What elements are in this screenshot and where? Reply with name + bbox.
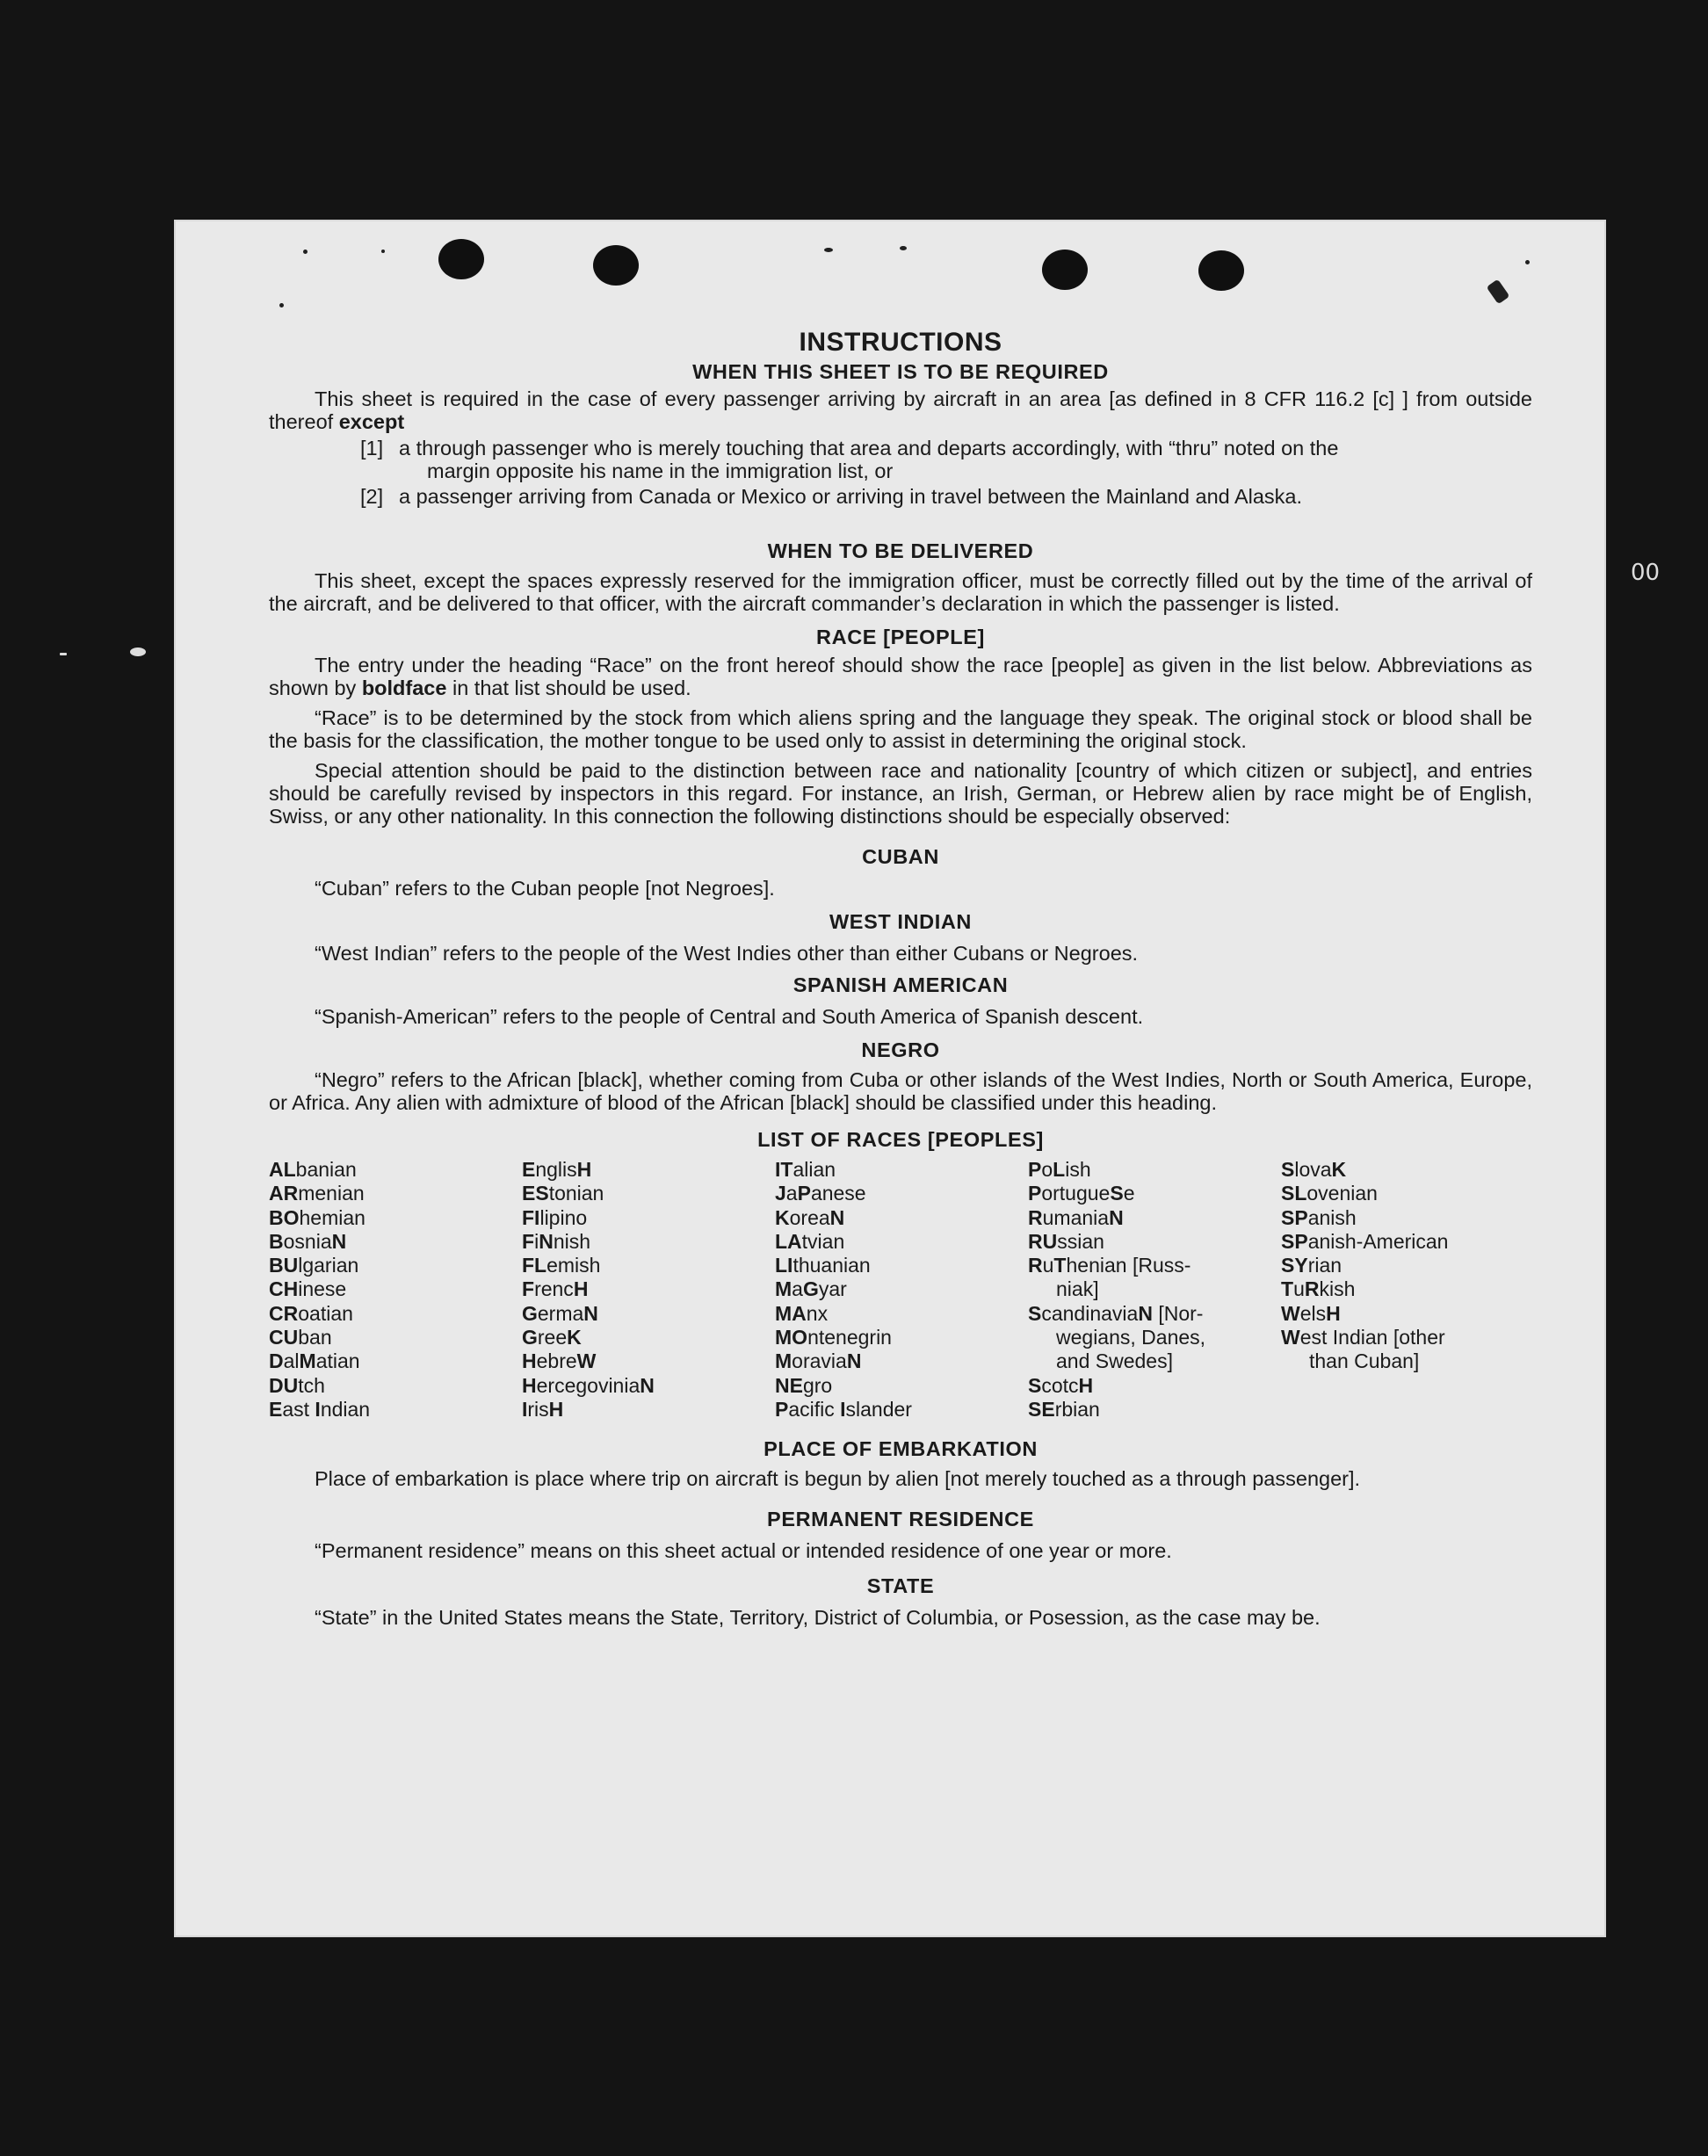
race-text: ntenegrin bbox=[807, 1326, 892, 1349]
race-abbrev: E bbox=[269, 1397, 283, 1421]
race-entry bbox=[269, 1302, 522, 1326]
race-abbrev: AL bbox=[269, 1158, 296, 1181]
race-text: inese bbox=[298, 1277, 347, 1301]
race-abbrev: MO bbox=[775, 1326, 808, 1349]
race-entry bbox=[775, 1277, 1028, 1301]
race-text: ris bbox=[527, 1397, 549, 1421]
when-delivered-text: This sheet, except the spaces expressly reserved for the immigration officer, must be correctly filled out by the time of the arrival of the aircraft, and be delivered to that officer, with the aircraft commander’s declaration in which the passenger is listed. bbox=[269, 569, 1532, 615]
races-column bbox=[1028, 1158, 1281, 1422]
race-abbrev: R bbox=[1028, 1254, 1043, 1277]
race-text: ebre bbox=[536, 1349, 577, 1373]
race-entry bbox=[1281, 1326, 1532, 1349]
race-abbrev: P bbox=[1028, 1182, 1042, 1205]
race-abbrev: R bbox=[1304, 1277, 1320, 1301]
race-abbrev: AR bbox=[269, 1182, 299, 1205]
race-entry bbox=[269, 1398, 522, 1422]
race-abbrev: CU bbox=[269, 1326, 299, 1349]
item-number: [1] bbox=[360, 437, 384, 459]
item-continuation: margin opposite his name in the immigration list, or bbox=[427, 459, 894, 482]
race-p1-bold: boldface bbox=[361, 676, 447, 699]
race-entry bbox=[522, 1206, 775, 1230]
race-text: ree bbox=[537, 1326, 568, 1349]
race-abbrev: CR bbox=[269, 1301, 299, 1325]
race-entry bbox=[522, 1277, 775, 1301]
page-title: INSTRUCTIONS bbox=[799, 328, 1002, 357]
race-text: ban bbox=[298, 1326, 332, 1349]
races-column bbox=[775, 1158, 1028, 1422]
race-entry bbox=[269, 1349, 522, 1373]
race-entry bbox=[522, 1398, 775, 1422]
ink-speck bbox=[1525, 260, 1530, 264]
race-p1-text-after: in that list should be used. bbox=[452, 676, 691, 699]
race-abbrev: P bbox=[775, 1397, 789, 1421]
ink-speck bbox=[381, 250, 385, 253]
race-abbrev: N bbox=[829, 1205, 845, 1229]
permanent-residence-text: “Permanent residence” means on this sheet actual or intended residence of one year or more. bbox=[315, 1539, 1172, 1563]
race-abbrev: H bbox=[1078, 1373, 1094, 1397]
race-abbrev: ES bbox=[522, 1182, 549, 1205]
race-text: a bbox=[785, 1182, 798, 1205]
race-abbrev: W bbox=[576, 1349, 597, 1373]
race-abbrev: W bbox=[1281, 1326, 1300, 1349]
race-entry bbox=[269, 1230, 522, 1254]
race-abbrev: H bbox=[1326, 1301, 1341, 1325]
race-abbrev: I bbox=[522, 1397, 528, 1421]
race-text: rbian bbox=[1054, 1397, 1100, 1421]
race-entry bbox=[1028, 1277, 1281, 1301]
race-abbrev: G bbox=[522, 1326, 538, 1349]
race-entry bbox=[775, 1302, 1028, 1326]
race-entry bbox=[775, 1349, 1028, 1373]
heading-list-of-races: LIST OF RACES [PEOPLES] bbox=[757, 1128, 1044, 1151]
race-entry bbox=[775, 1398, 1028, 1422]
race-entry bbox=[775, 1182, 1028, 1205]
heading-permanent-residence: PERMANENT RESIDENCE bbox=[767, 1508, 1034, 1531]
race-abbrev: L bbox=[1053, 1158, 1066, 1181]
race-text: ovenian bbox=[1306, 1182, 1378, 1205]
ink-speck bbox=[130, 648, 146, 656]
punch-hole bbox=[438, 239, 484, 279]
race-entry bbox=[775, 1254, 1028, 1277]
race-entry bbox=[522, 1349, 775, 1373]
race-text: emish bbox=[546, 1254, 601, 1277]
intro-text: This sheet is required in the case of every passenger arriving by aircraft in an area [as defined in 8 CFR 116.2 [c] ] from outside thereof bbox=[269, 387, 1532, 433]
race-abbrev: N bbox=[640, 1373, 655, 1397]
race-entry bbox=[775, 1230, 1028, 1254]
race-abbrev: J bbox=[775, 1182, 786, 1205]
race-entry bbox=[1028, 1326, 1281, 1349]
race-text: tvian bbox=[801, 1229, 845, 1253]
ink-speck bbox=[900, 246, 907, 250]
heading-embarkation: PLACE OF EMBARKATION bbox=[764, 1437, 1038, 1461]
race-abbrev: N bbox=[331, 1229, 347, 1253]
race-abbrev: SL bbox=[1281, 1182, 1307, 1205]
race-text: thuanian bbox=[792, 1254, 871, 1277]
race-abbrev: N bbox=[846, 1349, 862, 1373]
race-abbrev: S bbox=[1110, 1182, 1124, 1205]
race-abbrev: N bbox=[1109, 1205, 1124, 1229]
embarkation-text: Place of embarkation is place where trip on aircraft is begun by alien [not merely touched as a through passenger]. bbox=[315, 1467, 1361, 1491]
edge-mark: 00 bbox=[1631, 560, 1661, 586]
race-text: ast bbox=[282, 1397, 315, 1421]
race-text: than Cuban] bbox=[1309, 1349, 1420, 1373]
race-abbrev: H bbox=[573, 1277, 589, 1301]
race-text: nx bbox=[806, 1301, 829, 1325]
race-text: est Indian [other bbox=[1299, 1326, 1445, 1349]
race-text: lova bbox=[1294, 1158, 1332, 1181]
race-text: u bbox=[1293, 1277, 1305, 1301]
spanish-american-text: “Spanish-American” refers to the people of Central and South America of Spanish descent. bbox=[315, 1005, 1144, 1028]
race-text: ortugue bbox=[1041, 1182, 1111, 1205]
race-abbrev: BO bbox=[269, 1205, 300, 1229]
race-entry bbox=[1281, 1277, 1532, 1301]
race-text: slander bbox=[845, 1397, 912, 1421]
race-entry bbox=[1028, 1182, 1281, 1205]
race-text: umania bbox=[1042, 1205, 1110, 1229]
race-entry bbox=[269, 1158, 522, 1182]
race-text: candinavia bbox=[1041, 1301, 1139, 1325]
race-abbrev: S bbox=[1028, 1373, 1042, 1397]
when-required-intro bbox=[269, 387, 1532, 433]
race-text: alian bbox=[792, 1158, 836, 1181]
west-indian-text: “West Indian” refers to the people of the West Indies other than either Cubans or Negroes. bbox=[315, 942, 1139, 965]
race-abbrev: M bbox=[299, 1349, 316, 1373]
race-abbrev: SY bbox=[1281, 1254, 1308, 1277]
heading-cuban: CUBAN bbox=[862, 845, 939, 868]
race-abbrev: B bbox=[269, 1229, 284, 1253]
race-abbrev: N bbox=[583, 1301, 598, 1325]
state-text: “State” in the United States means the State, Territory, District of Columbia, or Posession, as the case may be. bbox=[315, 1606, 1321, 1630]
race-entry bbox=[269, 1254, 522, 1277]
race-abbrev: P bbox=[797, 1182, 811, 1205]
race-abbrev: R bbox=[1028, 1205, 1043, 1229]
race-entry bbox=[522, 1230, 775, 1254]
races-column bbox=[522, 1158, 775, 1422]
heading-when-required: WHEN THIS SHEET IS TO BE REQUIRED bbox=[692, 360, 1109, 383]
race-entry bbox=[1028, 1374, 1281, 1398]
race-paragraph-3: Special attention should be paid to the distinction between race and nationality [country of which citizen or subject], and entries should be carefully revised by inspectors in this regard. For instance, an Irish, German, or Hebrew alien by race might be of English, Swiss, or any other nationality. In this connection the following distinctions should be especially observed: bbox=[269, 759, 1532, 828]
item-text: a passenger arriving from Canada or Mexico or arriving in travel between the Mainland and Alaska. bbox=[399, 485, 1303, 508]
races-list bbox=[269, 1158, 1532, 1422]
race-abbrev: S bbox=[1281, 1158, 1295, 1181]
race-text: yar bbox=[818, 1277, 847, 1301]
race-abbrev: FL bbox=[522, 1254, 547, 1277]
punch-hole bbox=[593, 245, 639, 286]
exception-item-2 bbox=[360, 485, 1532, 508]
race-text: anese bbox=[810, 1182, 866, 1205]
punch-hole bbox=[1198, 250, 1244, 291]
intro-bold: except bbox=[338, 410, 405, 433]
race-abbrev: F bbox=[522, 1277, 535, 1301]
race-entry bbox=[1028, 1349, 1281, 1373]
race-entry bbox=[1028, 1230, 1281, 1254]
race-text: ish bbox=[1065, 1158, 1091, 1181]
race-abbrev: K bbox=[775, 1205, 790, 1229]
race-abbrev: IT bbox=[775, 1158, 793, 1181]
race-entry bbox=[1028, 1398, 1281, 1422]
race-abbrev: G bbox=[802, 1277, 819, 1301]
race-p1-text: The entry under the heading “Race” on the front hereof should show the race [people] as given in the list below. Abbreviations as shown by bbox=[269, 654, 1532, 699]
race-text: wegians, Danes, bbox=[1056, 1326, 1206, 1349]
race-abbrev: N bbox=[1138, 1301, 1153, 1325]
negro-text: “Negro” refers to the African [black], whether coming from Cuba or other islands of the West Indies, North or South America, Europe, or Africa. Any alien with admixture of blood of the African [black] should be classified under this heading. bbox=[269, 1068, 1532, 1114]
race-abbrev: SE bbox=[1028, 1397, 1055, 1421]
heading-spanish-american: SPANISH AMERICAN bbox=[792, 973, 1009, 996]
heading-negro: NEGRO bbox=[861, 1038, 940, 1061]
race-entry bbox=[522, 1158, 775, 1182]
race-text: henian [Russ- bbox=[1066, 1254, 1191, 1277]
race-entry bbox=[522, 1374, 775, 1398]
race-abbrev: I bbox=[315, 1397, 321, 1421]
race-text: erma bbox=[537, 1301, 584, 1325]
race-entry bbox=[522, 1254, 775, 1277]
race-abbrev: K bbox=[567, 1326, 582, 1349]
race-text: [Nor- bbox=[1152, 1301, 1204, 1325]
race-abbrev: SP bbox=[1281, 1229, 1308, 1253]
race-entry bbox=[1281, 1158, 1532, 1182]
race-entry bbox=[775, 1158, 1028, 1182]
race-abbrev: FI bbox=[522, 1205, 540, 1229]
exception-item-1 bbox=[360, 437, 1532, 482]
heading-race: RACE [PEOPLE] bbox=[816, 626, 985, 648]
race-abbrev: S bbox=[1028, 1301, 1042, 1325]
race-text: niak] bbox=[1056, 1277, 1099, 1301]
item-line: a through passenger who is merely touching that area and departs accordingly, with “thru” noted on the bbox=[399, 437, 1339, 459]
races-column bbox=[269, 1158, 522, 1422]
race-abbrev: F bbox=[522, 1229, 535, 1253]
race-entry bbox=[269, 1277, 522, 1301]
item-number: [2] bbox=[360, 485, 384, 508]
race-abbrev: T bbox=[1053, 1254, 1067, 1277]
race-text: rian bbox=[1307, 1254, 1343, 1277]
race-abbrev: D bbox=[269, 1349, 284, 1373]
race-abbrev: MA bbox=[775, 1301, 807, 1325]
race-abbrev: I bbox=[840, 1397, 846, 1421]
race-abbrev: G bbox=[522, 1301, 538, 1325]
race-text: oatian bbox=[298, 1301, 353, 1325]
race-text: kish bbox=[1319, 1277, 1356, 1301]
race-abbrev: M bbox=[775, 1349, 792, 1373]
race-entry bbox=[1028, 1254, 1281, 1277]
ink-speck bbox=[824, 248, 833, 252]
race-text: ssian bbox=[1057, 1229, 1104, 1253]
race-abbrev: H bbox=[548, 1397, 564, 1421]
race-abbrev: BU bbox=[269, 1254, 299, 1277]
cuban-text: “Cuban” refers to the Cuban people [not Negroes]. bbox=[315, 877, 775, 900]
race-text: els bbox=[1299, 1301, 1327, 1325]
race-entry bbox=[1028, 1302, 1281, 1326]
race-abbrev: W bbox=[1281, 1301, 1300, 1325]
race-entry bbox=[269, 1206, 522, 1230]
race-text: anish-American bbox=[1307, 1229, 1449, 1253]
race-entry bbox=[1281, 1302, 1532, 1326]
race-abbrev: N bbox=[539, 1229, 554, 1253]
race-abbrev: DU bbox=[269, 1373, 299, 1397]
race-text: banian bbox=[295, 1158, 357, 1181]
race-text: nish bbox=[553, 1229, 591, 1253]
race-entry bbox=[269, 1374, 522, 1398]
race-text: osnia bbox=[283, 1229, 332, 1253]
race-abbrev: LA bbox=[775, 1229, 802, 1253]
heading-state: STATE bbox=[866, 1574, 935, 1598]
race-text: i bbox=[534, 1229, 539, 1253]
race-text: atian bbox=[315, 1349, 360, 1373]
heading-when-delivered: WHEN TO BE DELIVERED bbox=[767, 539, 1034, 562]
race-abbrev: LI bbox=[775, 1254, 793, 1277]
race-entry bbox=[1028, 1206, 1281, 1230]
race-text: acific bbox=[788, 1397, 841, 1421]
race-abbrev: SP bbox=[1281, 1205, 1308, 1229]
race-text: lgarian bbox=[298, 1254, 359, 1277]
race-abbrev: E bbox=[522, 1158, 536, 1181]
race-abbrev: CH bbox=[269, 1277, 299, 1301]
ink-speck bbox=[279, 303, 284, 307]
ink-speck bbox=[303, 250, 308, 254]
race-entry bbox=[1281, 1349, 1532, 1373]
race-abbrev: M bbox=[775, 1277, 792, 1301]
race-text: nglis bbox=[535, 1158, 577, 1181]
race-abbrev: RU bbox=[1028, 1229, 1058, 1253]
race-entry bbox=[1281, 1254, 1532, 1277]
heading-west-indian: WEST INDIAN bbox=[829, 910, 972, 933]
race-entry bbox=[775, 1326, 1028, 1349]
race-entry bbox=[1281, 1206, 1532, 1230]
race-abbrev: H bbox=[522, 1349, 537, 1373]
race-text: anish bbox=[1307, 1205, 1357, 1229]
race-entry bbox=[1281, 1182, 1532, 1205]
race-abbrev: NE bbox=[775, 1373, 803, 1397]
race-text: tch bbox=[298, 1373, 325, 1397]
race-entry bbox=[269, 1182, 522, 1205]
race-entry bbox=[522, 1302, 775, 1326]
race-text: tonian bbox=[548, 1182, 604, 1205]
race-text: lipino bbox=[539, 1205, 588, 1229]
race-entry bbox=[522, 1182, 775, 1205]
race-entry bbox=[775, 1206, 1028, 1230]
race-abbrev: H bbox=[576, 1158, 592, 1181]
race-entry bbox=[269, 1326, 522, 1349]
race-entry bbox=[775, 1374, 1028, 1398]
race-text: and Swedes] bbox=[1056, 1349, 1173, 1373]
race-text: orea bbox=[789, 1205, 830, 1229]
race-paragraph-1 bbox=[269, 654, 1532, 699]
race-entry bbox=[522, 1326, 775, 1349]
race-abbrev: H bbox=[522, 1373, 537, 1397]
race-text: menian bbox=[298, 1182, 365, 1205]
punch-hole bbox=[1042, 250, 1088, 290]
race-abbrev: T bbox=[1281, 1277, 1294, 1301]
race-text: ercegovinia bbox=[536, 1373, 640, 1397]
item-text bbox=[399, 437, 1532, 482]
race-text: hemian bbox=[299, 1205, 365, 1229]
race-entry bbox=[1028, 1158, 1281, 1182]
ink-speck bbox=[60, 653, 67, 655]
race-abbrev: K bbox=[1331, 1158, 1347, 1181]
race-entry bbox=[1281, 1230, 1532, 1254]
race-abbrev: P bbox=[1028, 1158, 1042, 1181]
race-paragraph-2: “Race” is to be determined by the stock from which aliens spring and the language they speak. The original stock or blood shall be the basis for the classification, the mother tongue to be used only to assist in determining the original stock. bbox=[269, 706, 1532, 752]
race-text: oravia bbox=[792, 1349, 847, 1373]
race-text: o bbox=[1041, 1158, 1053, 1181]
race-text: gro bbox=[802, 1373, 833, 1397]
race-text: al bbox=[283, 1349, 300, 1373]
race-text: a bbox=[792, 1277, 803, 1301]
race-text: cotc bbox=[1041, 1373, 1079, 1397]
race-text: renc bbox=[534, 1277, 574, 1301]
instructions-content bbox=[269, 327, 1532, 1629]
race-text: e bbox=[1123, 1182, 1135, 1205]
race-text: ndian bbox=[320, 1397, 371, 1421]
race-text: u bbox=[1042, 1254, 1054, 1277]
races-column bbox=[1281, 1158, 1532, 1422]
